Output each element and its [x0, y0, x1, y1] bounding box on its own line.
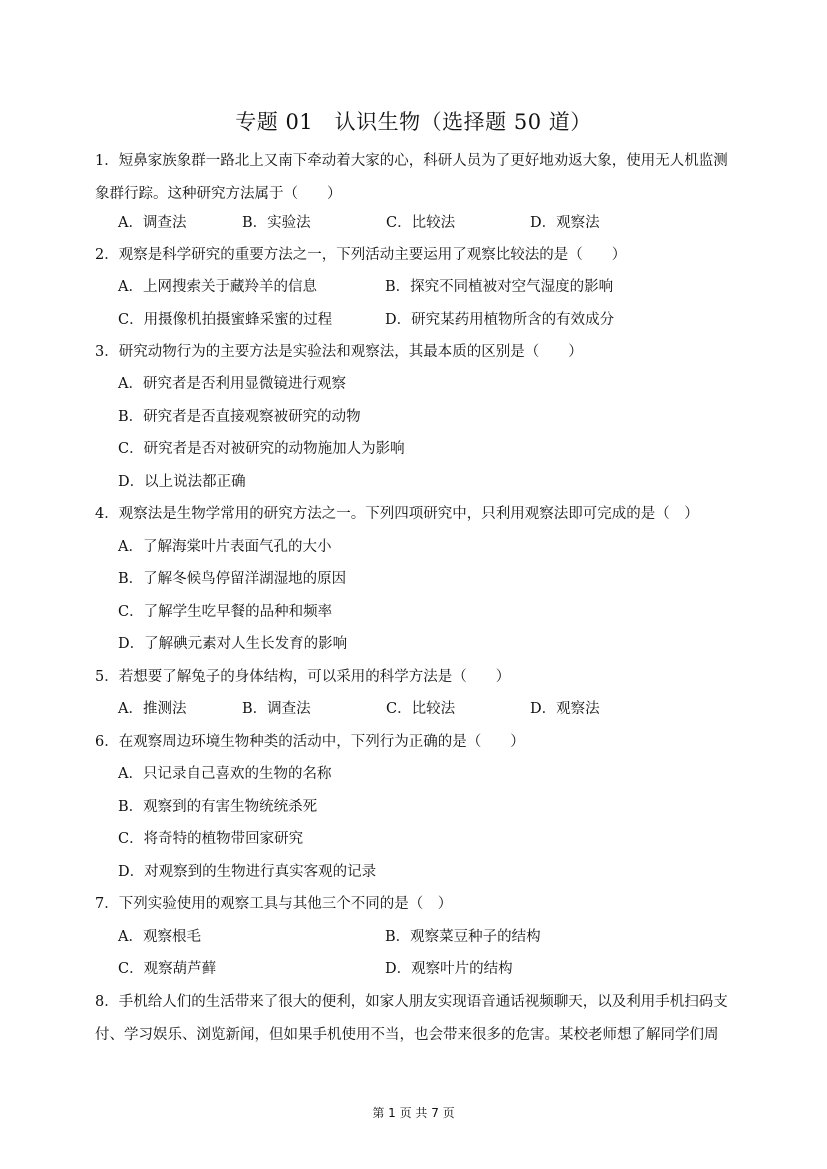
option-d: D．对观察到的生物进行真实客观的记录: [118, 864, 377, 880]
option-d: D．研究某药用植物所含的有效成分: [385, 312, 615, 328]
option-b: B．观察到的有害生物统统杀死: [118, 799, 318, 815]
question-2-options-row-2: [118, 304, 738, 336]
option-a: A．只记录自己喜欢的生物的名称: [118, 766, 332, 782]
question-5-stem: 5．若想要了解兔子的身体结构，可以采用的科学方法是（ ）: [95, 669, 511, 685]
question-7-options-row-1: [118, 921, 738, 953]
question-1-stem: 1．短鼻家族象群一路北上又南下牵动着大家的心，科研人员为了更好地劝返大象，使用无人机监测象群行踪。这种研究方法属于（ ）: [95, 153, 728, 202]
option-c: C．比较法: [386, 701, 456, 717]
option-a: A．了解海棠叶片表面气孔的大小: [118, 539, 332, 555]
question-7-stem: 7．下列实验使用的观察工具与其他三个不同的是（ ）: [95, 896, 453, 912]
option-c: C．研究者是否对被研究的动物施加人为影响: [118, 441, 405, 457]
option-b: B．实验法: [242, 215, 311, 231]
option-d: D．观察叶片的结构: [385, 961, 513, 977]
option-c: C．用摄像机拍摄蜜蜂采蜜的过程: [118, 312, 333, 328]
option-d: D．了解碘元素对人生长发育的影响: [118, 636, 348, 652]
page-title: 专题 01 认识生物（选择题 50 道）: [235, 110, 592, 134]
option-d: D．以上说法都正确: [118, 474, 246, 490]
option-b: B．探究不同植被对空气湿度的影响: [385, 279, 614, 295]
page-footer: 第 1 页 共 7 页: [372, 1106, 455, 1120]
question-1-options: [118, 207, 738, 239]
option-a: A．上网搜索关于藏羚羊的信息: [118, 279, 317, 295]
question-4-stem: 4．观察法是生物学常用的研究方法之一。下列四项研究中，只利用观察法即可完成的是（ ）: [95, 506, 699, 522]
question-5-options: [118, 693, 738, 725]
question-8-stem: 8．手机给人们的生活带来了很大的便利，如家人朋友实现语音通话视频聊天，以及利用手机扫码支付、学习娱乐、浏览新闻，但如果手机使用不当，也会带来很多的危害。某校老师想了解同学们周: [95, 994, 728, 1043]
question-3-stem: 3．研究动物行为的主要方法是实验法和观察法，其最本质的区别是（ ）: [95, 344, 583, 360]
option-d: D．观察法: [530, 701, 600, 717]
option-a: A．观察根毛: [118, 929, 201, 945]
option-a: A．调查法: [118, 215, 187, 231]
option-c: C．观察葫芦藓: [118, 961, 217, 977]
question-7-options-row-2: [118, 953, 738, 985]
option-c: C．了解学生吃早餐的品种和频率: [118, 604, 333, 620]
option-b: B．了解冬候鸟停留洋湖湿地的原因: [118, 571, 347, 587]
option-b: B．调查法: [242, 701, 311, 717]
question-2-options-row-1: [118, 271, 738, 303]
option-c: C．比较法: [386, 215, 456, 231]
option-a: A．研究者是否利用显微镜进行观察: [118, 376, 346, 392]
option-c: C．将奇特的植物带回家研究: [118, 831, 304, 847]
question-2-stem: 2．观察是科学研究的重要方法之一，下列活动主要运用了观察比较法的是（ ）: [95, 247, 627, 263]
option-b: B．研究者是否直接观察被研究的动物: [118, 409, 361, 425]
option-a: A．推测法: [118, 701, 187, 717]
option-d: D．观察法: [530, 215, 600, 231]
question-6-stem: 6．在观察周边环境生物种类的活动中，下列行为正确的是（ ）: [95, 734, 525, 750]
option-b: B．观察菜豆种子的结构: [385, 929, 541, 945]
